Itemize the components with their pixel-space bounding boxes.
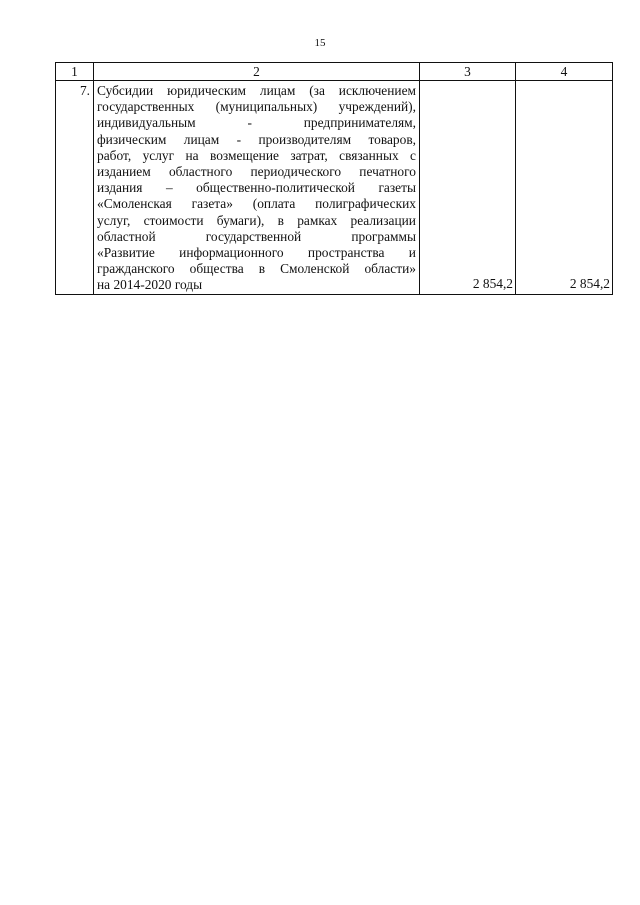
page-number: 15	[314, 37, 326, 49]
description-line	[97, 196, 416, 212]
table-row	[56, 81, 613, 295]
description-line	[97, 229, 416, 245]
description-word: –	[165, 180, 173, 196]
description-word: юридическим	[167, 83, 247, 98]
description-word: реализации	[350, 212, 416, 228]
description-word: возмещение	[209, 147, 279, 163]
description-line	[97, 115, 416, 131]
description-word: (оплата	[252, 196, 296, 212]
description-word: газета»	[191, 196, 233, 212]
description-word: учреждений),	[338, 99, 416, 115]
description-word: полиграфических	[315, 196, 416, 212]
description-word: газеты	[378, 180, 416, 196]
column-header-2: 2	[94, 63, 420, 81]
description-word: «Смоленская	[97, 196, 172, 212]
column-header-4: 4	[516, 63, 613, 81]
description-word: в	[258, 261, 266, 277]
description-word: (за	[309, 83, 325, 98]
description-word: -	[247, 115, 252, 131]
description-line	[97, 148, 416, 164]
description-word: связанных	[339, 147, 399, 163]
description-word: печатного	[359, 164, 416, 180]
description-word: лицам	[259, 83, 296, 98]
description-word: услуг	[142, 147, 175, 163]
column-header-1: 1	[56, 63, 94, 81]
table-header-row	[56, 63, 613, 81]
description-word: и	[408, 245, 416, 261]
description-line	[97, 180, 416, 196]
budget-table	[55, 62, 613, 295]
description-word: государственных	[97, 99, 195, 115]
description-line	[97, 83, 416, 99]
description-word: услуг,	[97, 212, 131, 228]
description-word: лицам	[183, 131, 220, 147]
description-line	[97, 99, 416, 115]
description-word: работ,	[97, 147, 132, 163]
description-line	[97, 213, 416, 229]
description-word: товаров,	[368, 131, 416, 147]
description-line	[97, 261, 416, 277]
description-word: стоимости	[143, 212, 204, 228]
value-cell-col3: 2 854,2	[420, 81, 516, 295]
description-word: гражданского	[97, 261, 175, 277]
description-word: -	[236, 131, 242, 147]
description-line	[97, 277, 416, 293]
description-line	[97, 245, 416, 261]
description-word: пространства	[307, 245, 385, 261]
description-word: «Развитие	[97, 245, 155, 261]
description-word: производителям	[258, 131, 352, 147]
description-word: исключением	[338, 83, 416, 98]
description-word: на	[185, 147, 199, 163]
description-word: области»	[364, 261, 416, 277]
description-word: изданием	[97, 164, 151, 180]
description-word: программы	[351, 228, 416, 244]
description-word: на 2014-2020 годы	[97, 277, 203, 293]
description-word: областной	[97, 228, 156, 244]
description-word: (муниципальных)	[215, 99, 318, 115]
description-word: информационного	[179, 245, 284, 261]
description-word: физическим	[97, 131, 167, 147]
description-word: рамках	[297, 212, 338, 228]
description-word: предпринимателям,	[303, 115, 416, 131]
description-word: в	[277, 212, 284, 228]
description-word: государственной	[205, 228, 302, 244]
column-header-3: 3	[420, 63, 516, 81]
description-word: затрат,	[290, 147, 328, 163]
row-description	[94, 81, 420, 295]
description-word: областного	[168, 164, 233, 180]
description-line	[97, 164, 416, 180]
description-word: бумаги),	[216, 212, 265, 228]
description-word: Смоленской	[280, 261, 350, 277]
description-word: общественно-политической	[196, 180, 355, 196]
description-word: Субсидии	[97, 83, 154, 98]
description-word: индивидуальным	[97, 115, 196, 131]
description-word: с	[410, 147, 416, 163]
description-word: издания	[97, 180, 143, 196]
value-cell-col4: 2 854,2	[516, 81, 613, 295]
description-word: общества	[189, 261, 244, 277]
description-line	[97, 132, 416, 148]
description-word: периодического	[250, 164, 342, 180]
row-number: 7.	[56, 81, 94, 295]
